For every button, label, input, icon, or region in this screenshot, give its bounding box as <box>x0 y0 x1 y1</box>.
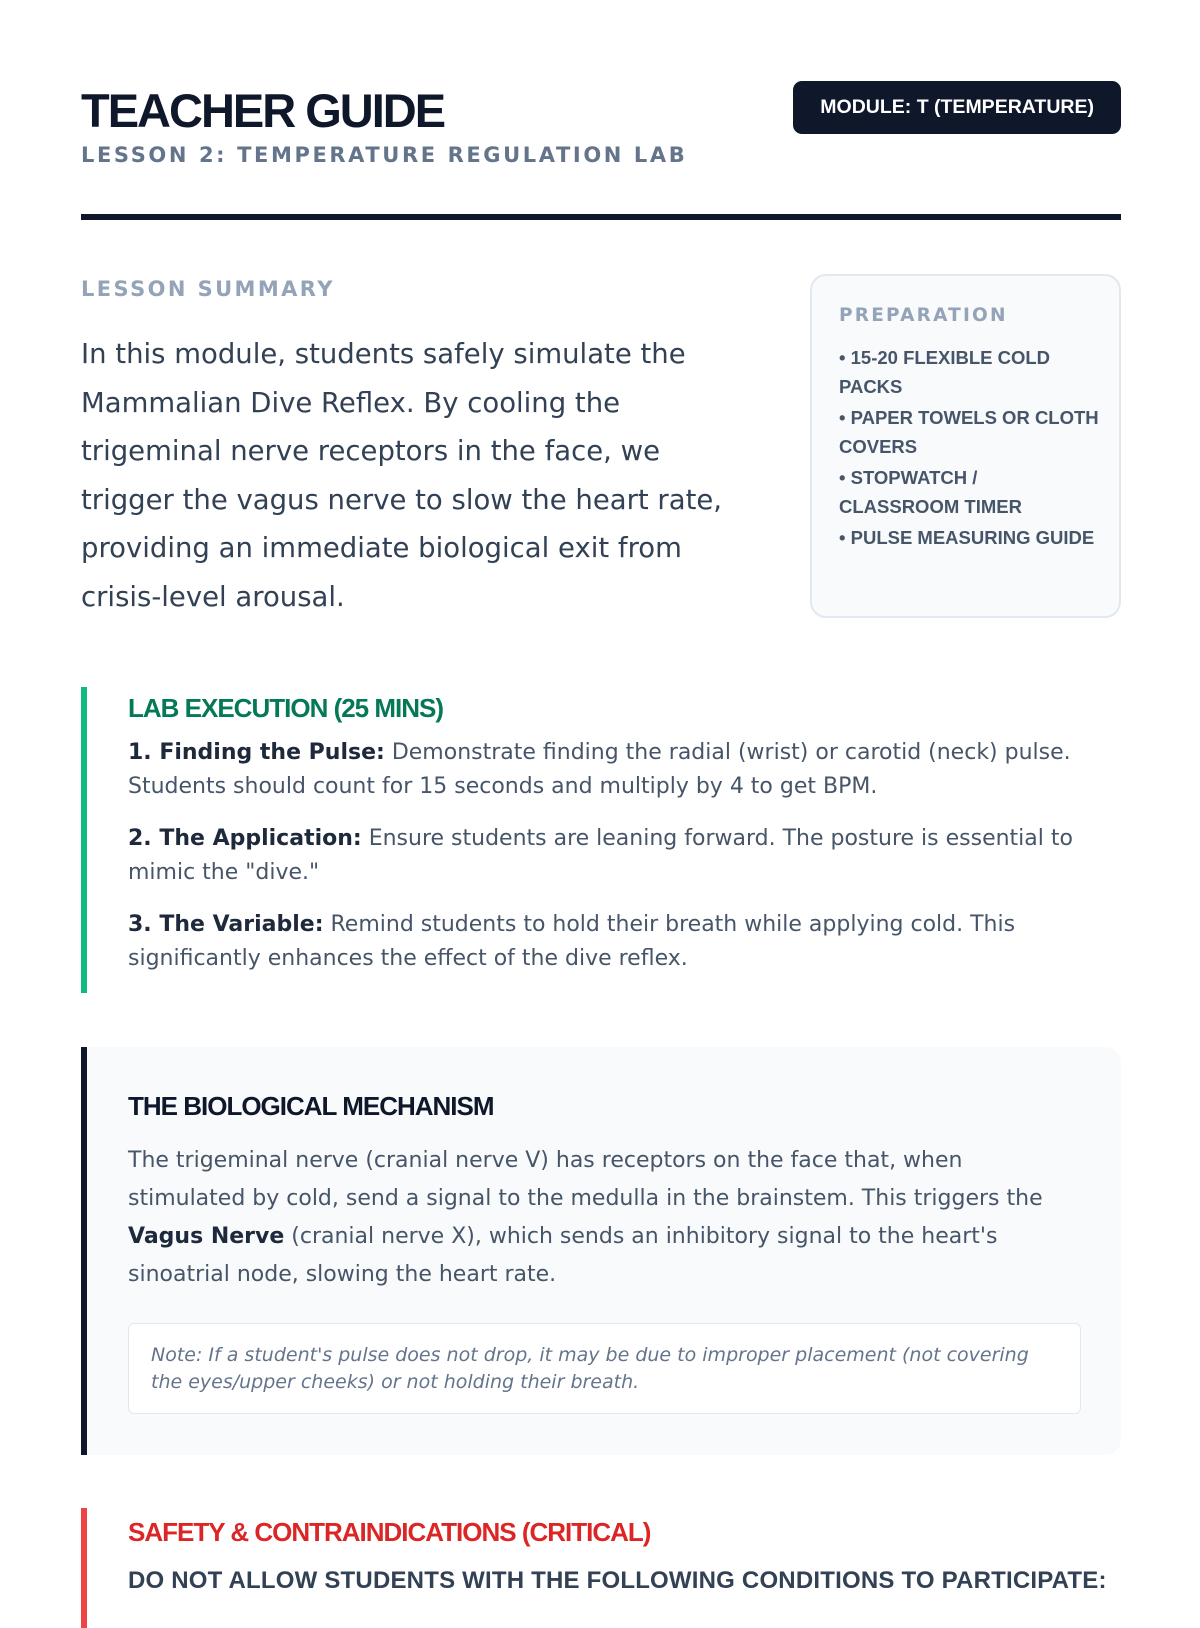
lesson-summary <box>81 275 761 621</box>
lab-step-text: Remind students to hold their breath while applying cold. This significantly enhances the effect of the dive reflex. <box>128 912 1016 971</box>
lab-execution-section <box>81 687 1121 993</box>
lab-step-text: Demonstrate finding the radial (wrist) or carotid (neck) pulse. Students should count for 15 seconds and multiply by 4 to get BPM. <box>128 740 1071 799</box>
biological-mechanism-section <box>81 1047 1121 1455</box>
mechanism-heading: THE BIOLOGICAL MECHANISM <box>128 1091 494 1121</box>
lab-step <box>128 908 1088 975</box>
mechanism-note: Note: If a student's pulse does not drop, it may be due to improper placement (not covering the eyes/upper cheeks) or not holding their breath. <box>128 1323 1081 1414</box>
page-title: TEACHER GUIDE <box>81 84 445 137</box>
preparation-card <box>810 274 1121 618</box>
lab-step <box>128 736 1088 803</box>
lab-step-label: 1. Finding the Pulse: <box>128 740 385 765</box>
mechanism-text <box>128 1142 1081 1294</box>
mechanism-text-part: (cranial nerve X), which sends an inhibitory signal to the heart's sinoatrial node, slowing the heart rate. <box>128 1224 998 1287</box>
safety-section <box>81 1508 1121 1628</box>
lab-step-label: 3. The Variable: <box>128 912 324 937</box>
lesson-summary-text: In this module, students safely simulate the Mammalian Dive Reflex. By cooling the trigeminal nerve receptors in the face, we trigger the vagus nerve to slow the heart rate, providing an immediate biological exit from crisis-level arousal. <box>81 338 723 613</box>
lab-execution-heading: LAB EXECUTION (25 MINS) <box>128 693 444 723</box>
preparation-heading: PREPARATION <box>839 305 1008 326</box>
lab-step-label: 2. The Application: <box>128 826 362 851</box>
lab-step <box>128 822 1088 889</box>
preparation-item: • STOPWATCH / CLASSROOM TIMER <box>839 467 1022 517</box>
page-header <box>81 84 1121 224</box>
safety-subheading: DO NOT ALLOW STUDENTS WITH THE FOLLOWING CONDITIONS TO PARTICIPATE: <box>128 1567 1107 1594</box>
lab-step-text: Ensure students are leaning forward. The posture is essential to mimic the "dive." <box>128 826 1073 885</box>
module-badge: MODULE: T (TEMPERATURE) <box>793 81 1121 134</box>
lesson-summary-heading: LESSON SUMMARY <box>81 277 335 301</box>
mechanism-text-part: The trigeminal nerve (cranial nerve V) has receptors on the face that, when stimulated by cold, send a signal to the medulla in the brainstem. This triggers the <box>128 1148 1043 1211</box>
mechanism-text-emphasis: Vagus Nerve <box>128 1224 285 1249</box>
preparation-item: • PAPER TOWELS OR CLOTH COVERS <box>839 407 1099 457</box>
preparation-item: • 15-20 FLEXIBLE COLD PACKS <box>839 347 1051 397</box>
header-divider <box>81 214 1121 220</box>
lesson-subtitle: LESSON 2: TEMPERATURE REGULATION LAB <box>81 143 688 167</box>
safety-heading: SAFETY & CONTRAINDICATIONS (CRITICAL) <box>128 1517 651 1547</box>
preparation-item: • PULSE MEASURING GUIDE <box>839 527 1095 548</box>
preparation-list <box>839 344 1099 553</box>
